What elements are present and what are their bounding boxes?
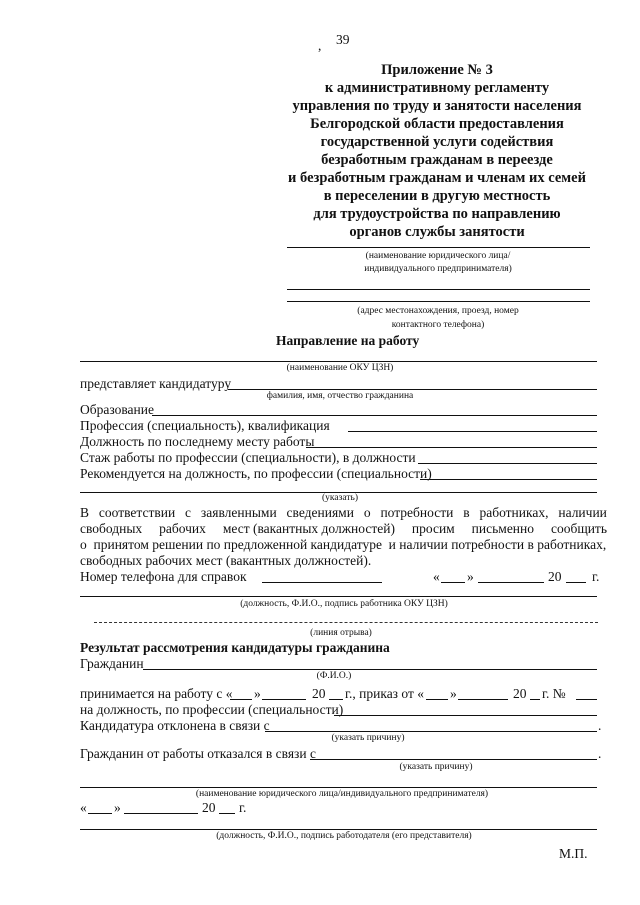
citizen-fio-caption: (Ф.И.О.)	[316, 671, 352, 681]
last-position-label: Должность по последнему месту работы	[80, 434, 315, 449]
rejected-label: Кандидатура отклонена в связи с	[80, 718, 270, 733]
employer-name-field[interactable]	[287, 247, 590, 248]
appendix-line: управления по труду и занятости населения	[292, 98, 582, 114]
refused-label: Гражданин от работы отказался в связи с	[80, 746, 316, 761]
hired-text: 20	[513, 686, 527, 701]
recommended-label: Рекомендуется на должность, по профессии (специальности)	[80, 466, 432, 481]
word: заявленными	[200, 505, 277, 520]
date-year-suffix: г.	[592, 569, 600, 584]
cut-line-caption: (линия отрыва)	[310, 628, 372, 638]
word: потребности	[380, 505, 454, 520]
employer-date-day-field[interactable]	[88, 813, 112, 814]
employer-address-caption: (адрес местонахождения, проезд, номер	[357, 306, 519, 316]
employer-signature-caption: (должность, Ф.И.О., подпись работодателя (его представителя)	[216, 831, 472, 841]
appendix-line: безработным гражданам в переезде	[321, 152, 553, 168]
education-label: Образование	[80, 402, 154, 417]
date-year-prefix: 20	[202, 800, 216, 815]
oku-signature-field[interactable]	[80, 596, 597, 597]
body-line: о принятом решении по предложенной кандидатуре и наличии потребности в работниках,	[80, 537, 607, 552]
rejected-reason-field[interactable]	[265, 731, 597, 732]
word: с	[185, 505, 192, 520]
date-day-field[interactable]	[441, 582, 465, 583]
phone-label: Номер телефона для справок	[80, 569, 247, 584]
specify-caption: (указать)	[322, 493, 358, 503]
word: о	[363, 505, 371, 520]
order-day-field[interactable]	[426, 699, 448, 700]
employer-date-month-field[interactable]	[124, 813, 198, 814]
date-year-field[interactable]	[566, 582, 586, 583]
oku-name-field[interactable]	[80, 361, 597, 362]
appendix-line: органов службы занятости	[349, 224, 525, 240]
word: в	[463, 505, 470, 520]
candidate-fio-caption: фамилия, имя, отчество гражданина	[266, 391, 414, 401]
hired-day-field[interactable]	[230, 699, 252, 700]
period-mark: .	[598, 718, 602, 733]
date-close-quote: »	[114, 800, 121, 815]
profession-field[interactable]	[348, 431, 597, 432]
experience-label: Стаж работы по профессии (специальности), в должности	[80, 450, 416, 465]
word: рабочих	[159, 521, 206, 536]
hired-month-field[interactable]	[262, 699, 306, 700]
recommended-field[interactable]	[420, 479, 597, 480]
date-open-quote: «	[80, 800, 87, 815]
citizen-label: Гражданин	[80, 656, 144, 671]
experience-field[interactable]	[418, 463, 597, 464]
employer-name-caption: индивидуального предпринимателя)	[364, 264, 512, 274]
employer-address-field[interactable]	[287, 301, 590, 302]
appendix-line: к административному регламенту	[324, 80, 550, 96]
date-year-suffix: г.	[239, 800, 247, 815]
hired-year-field[interactable]	[329, 699, 343, 700]
date-year-prefix: 20	[548, 569, 562, 584]
word: письменно	[471, 521, 535, 536]
oku-caption: (наименование ОКУ ЦЗН)	[286, 363, 394, 373]
appendix-line: и безработным гражданам и членам их семей	[288, 170, 586, 186]
position-label: на должность, по профессии (специальности)	[80, 702, 344, 717]
employer-address-field[interactable]	[287, 289, 590, 290]
oku-signature-caption: (должность, Ф.И.О., подпись работника ОКУ ЦЗН)	[240, 599, 448, 609]
body-line	[80, 505, 607, 521]
profession-label: Профессия (специальность), квалификация	[80, 418, 330, 433]
hired-text: »	[254, 686, 261, 701]
reason-caption: (указать причину)	[399, 762, 473, 772]
hired-text: принимается на работу с «	[80, 686, 233, 701]
word: В	[80, 505, 90, 520]
period-mark: .	[598, 746, 602, 761]
stray-mark: ,	[318, 38, 322, 53]
body-line: свободных рабочих мест (вакантных должностей).	[80, 553, 372, 568]
date-open-quote: «	[433, 569, 440, 584]
word: работниках,	[479, 505, 549, 520]
word: сообщить	[550, 521, 607, 536]
last-position-field[interactable]	[306, 447, 597, 448]
word: соответствии	[98, 505, 176, 520]
employer-name-caption: (наименование юридического лица/	[365, 251, 511, 261]
order-number-field[interactable]	[576, 699, 597, 700]
employer-signature-field[interactable]	[80, 829, 597, 830]
employer-caption: (наименование юридического лица/индивидуального предпринимателя)	[195, 789, 489, 799]
page-number: 39	[336, 32, 350, 47]
employer-field[interactable]	[80, 787, 597, 788]
position-field[interactable]	[334, 715, 597, 716]
refused-reason-field[interactable]	[310, 759, 597, 760]
referral-title: Направление на работу	[276, 333, 420, 348]
reason-caption: (указать причину)	[331, 733, 405, 743]
order-year-field[interactable]	[530, 699, 540, 700]
order-month-field[interactable]	[458, 699, 508, 700]
candidate-fio-field[interactable]	[228, 389, 597, 390]
date-close-quote: »	[467, 569, 474, 584]
hired-text: 20	[312, 686, 326, 701]
appendix-line: государственной услуги содействия	[320, 134, 554, 150]
hired-text: г., приказ от «	[345, 686, 424, 701]
hired-text: г. №	[542, 686, 566, 701]
stamp-label: М.П.	[559, 846, 588, 861]
cut-line	[94, 622, 598, 623]
appendix-line: Белгородской области предоставления	[310, 116, 564, 132]
citizen-fio-field[interactable]	[143, 669, 597, 670]
appendix-title: Приложение № 3	[381, 62, 493, 78]
body-line	[80, 521, 607, 537]
appendix-line: в переселении в другую местность	[323, 188, 551, 204]
word: мест (вакантных должностей)	[222, 521, 395, 536]
appendix-line: для трудоустройства по направлению	[313, 206, 561, 222]
candidate-label: представляет кандидатуру	[80, 376, 232, 391]
word: просим	[411, 521, 455, 536]
employer-date-year-field[interactable]	[219, 813, 235, 814]
phone-field[interactable]	[262, 582, 382, 583]
result-title: Результат рассмотрения кандидатуры гражданина	[80, 640, 390, 655]
education-field[interactable]	[152, 415, 597, 416]
word: наличии	[558, 505, 607, 520]
employer-address-caption: контактного телефона)	[391, 320, 485, 330]
word: свободных	[80, 521, 143, 536]
hired-text: »	[450, 686, 457, 701]
word: сведениями	[286, 505, 354, 520]
date-month-field[interactable]	[478, 582, 544, 583]
